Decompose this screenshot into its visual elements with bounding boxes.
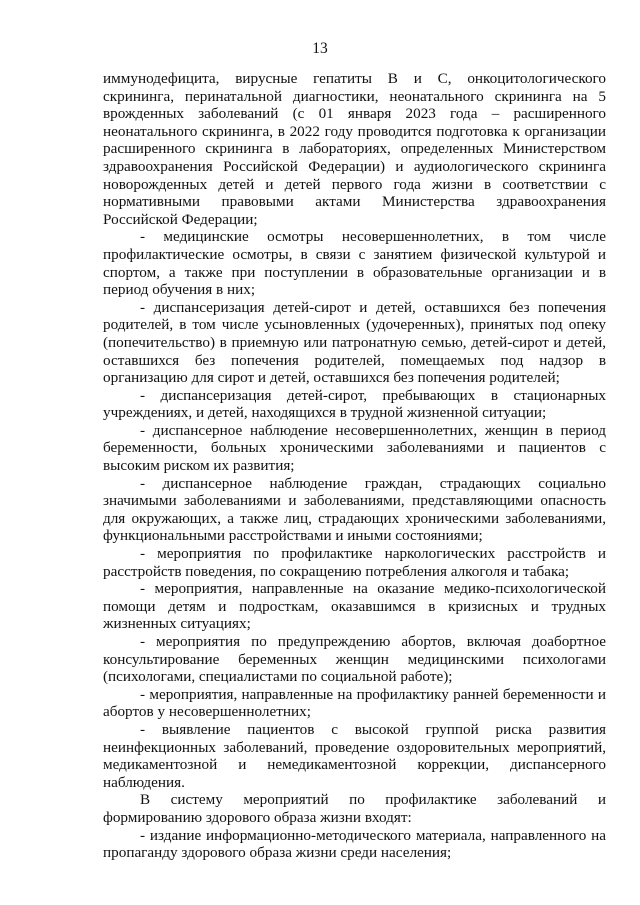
document-body [103,70,606,862]
paragraph: иммунодефицита, вирусные гепатиты В и С, онкоцитологического скрининга, перинатальной диагностики, неонатального скрининга на 5 врожденных заболеваний (с 01 января 2023 года – расширенного неонатального скрининга, в 2022 году проводится подготовка к организации расширенного скрининга в лабораториях, определенных Министерством здравоохранения Российской Федерации) и аудиологического скрининга новорожденных детей и детей первого года жизни в соответствии с нормативными правовыми актами Министерства здравоохранения Российской Федерации; [103,70,606,228]
paragraph: - издание информационно-методического материала, направленного на пропаганду здорового образа жизни среди населения; [103,826,606,862]
paragraph: - диспансерное наблюдение граждан, страдающих социально значимыми заболеваниями и заболеваниями, представляющими опасность для окружающих, а также лиц, страдающих хроническими заболеваниями, функциональными расстройствами и иными состояниями; [103,474,606,545]
paragraph: - мероприятия, направленные на оказание медико-психологической помощи детям и подросткам, оказавшимся в кризисных и трудных жизненных ситуациях; [103,580,606,633]
paragraph: - диспансерное наблюдение несовершеннолетних, женщин в период беременности, больных хроническими заболеваниями и пациентов с высоким риском их развития; [103,421,606,475]
paragraph: - выявление пациентов с высокой группой риска развития неинфекционных заболеваний, проведение оздоровительных мероприятий, медикаментозной и немедикаментозной коррекции, диспансерного наблюдения. [103,720,606,791]
paragraph: - мероприятия, направленные на профилактику ранней беременности и абортов у несовершеннолетних; [103,685,606,721]
paragraph: - медицинские осмотры несовершеннолетних, в том числе профилактические осмотры, в связи с занятием физической культурой и спортом, а также при поступлении в образовательные организации и в период обучения в них; [103,228,606,299]
paragraph: В систему мероприятий по профилактике заболеваний и формированию здорового образа жизни входят: [103,791,606,826]
page-number: 13 [312,40,328,57]
paragraph: - диспансеризация детей-сирот, пребывающих в стационарных учреждениях, и детей, находящихся в трудной жизненной ситуации; [103,386,606,422]
paragraph: - мероприятия по профилактике наркологических расстройств и расстройств поведения, по сокращению потребления алкоголя и табака; [103,545,606,580]
paragraph: - мероприятия по предупреждению абортов, включая доабортное консультирование беременных женщин медицинскими психологами (психологами, специалистами по социальной работе); [103,633,606,686]
paragraph: - диспансеризация детей-сирот и детей, оставшихся без попечения родителей, в том числе усыновленных (удочеренных), принятых под опеку (попечительство) в приемную или патронатную семью, детей-сирот и детей, оставшихся без попечения родителей, помещаемых под надзор в организацию для сирот и детей, оставшихся без попечения родителей; [103,298,606,387]
